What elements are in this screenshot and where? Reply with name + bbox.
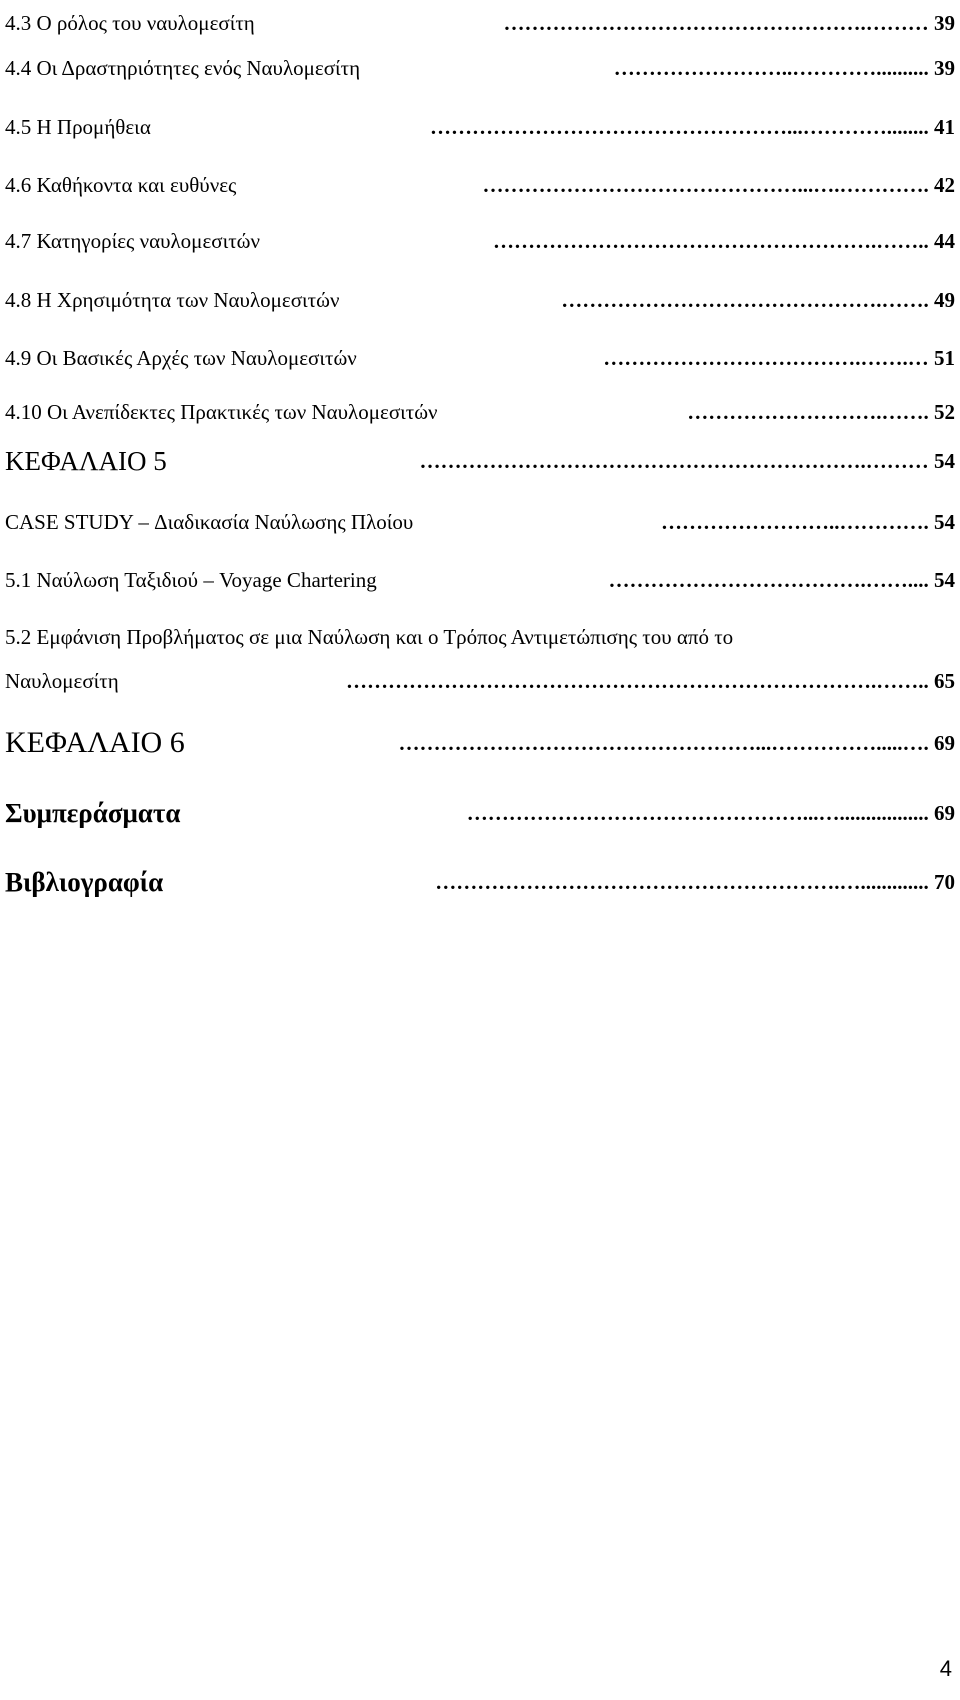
toc-entry-title: 4.5 Η Προμήθεια [5, 115, 151, 139]
toc-chapter-title: Βιβλιογραφία [5, 867, 164, 897]
toc-leader: ………………………………………...….…………. [482, 173, 929, 197]
toc-entry-leader-and-page [614, 53, 955, 83]
toc-leader: ……………………………………………….…….. [493, 229, 929, 253]
page-number: 4 [939, 1656, 952, 1681]
toc-leader: ……………………..………….......... [613, 56, 929, 80]
toc-chapter-title: Συμπεράσματα [5, 798, 181, 828]
toc-chapter-5[interactable] [5, 443, 955, 479]
toc-entry-leader-and-page [483, 170, 956, 200]
toc-leader: ……………………………….…….... [608, 568, 929, 592]
toc-entry-leader-and-page [493, 226, 955, 256]
toc-page-number: 41 [934, 115, 955, 139]
toc-leader: ……………………….……. [687, 400, 929, 424]
toc-chapter-title: ΚΕΦΑΛΑΙΟ 5 [5, 446, 167, 476]
toc-page-number: 54 [934, 510, 955, 534]
toc-leader: …………………………………………...…................. [466, 801, 929, 825]
toc-entry-4-6[interactable] [5, 170, 955, 200]
toc-entry-leader-and-page [435, 862, 955, 902]
toc-leader: ……………………………………….……. [561, 288, 929, 312]
toc-leader: ………………………………………………………………….…….. [346, 669, 929, 693]
toc-page-number: 65 [934, 669, 955, 693]
toc-entry-leader-and-page [504, 8, 956, 38]
toc-entry-4-4[interactable] [5, 53, 955, 83]
toc-entry-leader-and-page [399, 723, 956, 763]
toc-page-number: 39 [934, 11, 955, 35]
toc-leader: ……………………………………………...…………….....…. [398, 731, 929, 755]
toc-entry-title: 4.6 Καθήκοντα και ευθύνες [5, 173, 237, 197]
toc-leader: …………………………………………….……… [503, 11, 929, 35]
toc-entry-5-2-line2[interactable] [5, 666, 955, 696]
toc-entry-4-9[interactable] [5, 343, 955, 373]
toc-page-number: 69 [934, 731, 955, 755]
toc-entry-leader-and-page [346, 666, 955, 696]
toc-entry-5-1[interactable] [5, 565, 955, 595]
toc-leader: ……………………..…………. [661, 510, 929, 534]
toc-page-number: 70 [934, 870, 955, 894]
toc-page-number: 54 [934, 568, 955, 592]
toc-page-number: 51 [934, 346, 955, 370]
toc-chapter-6[interactable] [5, 723, 955, 763]
toc-page-number: 42 [934, 173, 955, 197]
toc-page-number: 44 [934, 229, 955, 253]
toc-entry-leader-and-page [430, 112, 955, 142]
toc-entry-leader-and-page [420, 443, 956, 479]
toc-entry-4-7[interactable] [5, 226, 955, 256]
toc-entry-title: 5.2 Εμφάνιση Προβλήματος σε μια Ναύλωση και ο Τρόπος Αντιμετώπισης του από το [5, 625, 734, 649]
toc-entry-leader-and-page [561, 285, 955, 315]
toc-leader: ……………………………………………...…………........ [430, 115, 929, 139]
toc-entry-case-study[interactable] [5, 507, 955, 537]
toc-entry-title: 4.8 Η Χρησιμότητα των Ναυλομεσιτών [5, 288, 340, 312]
toc-leader: ……………………………………………………….……… [419, 449, 929, 473]
toc-entry-title: 4.10 Οι Ανεπίδεκτες Πρακτικές των Ναυλομεσιτών [5, 400, 438, 424]
toc-entry-5-2-line1[interactable] [5, 622, 955, 652]
toc-page-number: 54 [934, 449, 955, 473]
toc-entry-leader-and-page [603, 343, 955, 373]
toc-entry-4-5[interactable] [5, 112, 955, 142]
toc-leader: ………………………………………………….…............. [435, 870, 929, 894]
toc-entry-title: Ναυλομεσίτη [5, 669, 119, 693]
toc-entry-title: CASE STUDY – Διαδικασία Ναύλωσης Πλοίου [5, 510, 414, 534]
toc-page-number: 69 [934, 801, 955, 825]
toc-conclusions[interactable] [5, 793, 955, 833]
toc-page-number: 49 [934, 288, 955, 312]
toc-entry-leader-and-page [609, 565, 956, 595]
toc-entry-leader-and-page [687, 397, 955, 427]
toc-leader: ……………………………….…….… [603, 346, 929, 370]
toc-entry-title: 4.7 Κατηγορίες ναυλομεσιτών [5, 229, 260, 253]
toc-entry-4-10[interactable] [5, 397, 955, 427]
toc-entry-title: 5.1 Ναύλωση Ταξιδιού – Voyage Chartering [5, 568, 377, 592]
toc-entry-4-8[interactable] [5, 285, 955, 315]
toc-entry-leader-and-page [467, 793, 955, 833]
toc-entry-title: 4.4 Οι Δραστηριότητες ενός Ναυλομεσίτη [5, 56, 361, 80]
toc-entry-title: 4.3 Ο ρόλος του ναυλομεσίτη [5, 11, 255, 35]
toc-entry-4-3[interactable] [5, 8, 955, 38]
toc-bibliography[interactable] [5, 862, 955, 902]
toc-entry-title: 4.9 Οι Βασικές Αρχές των Ναυλομεσιτών [5, 346, 357, 370]
toc-page-number: 52 [934, 400, 955, 424]
toc-chapter-title: ΚΕΦΑΛΑΙΟ 6 [5, 726, 185, 759]
toc-entry-leader-and-page [661, 507, 955, 537]
toc-page-number: 39 [934, 56, 955, 80]
